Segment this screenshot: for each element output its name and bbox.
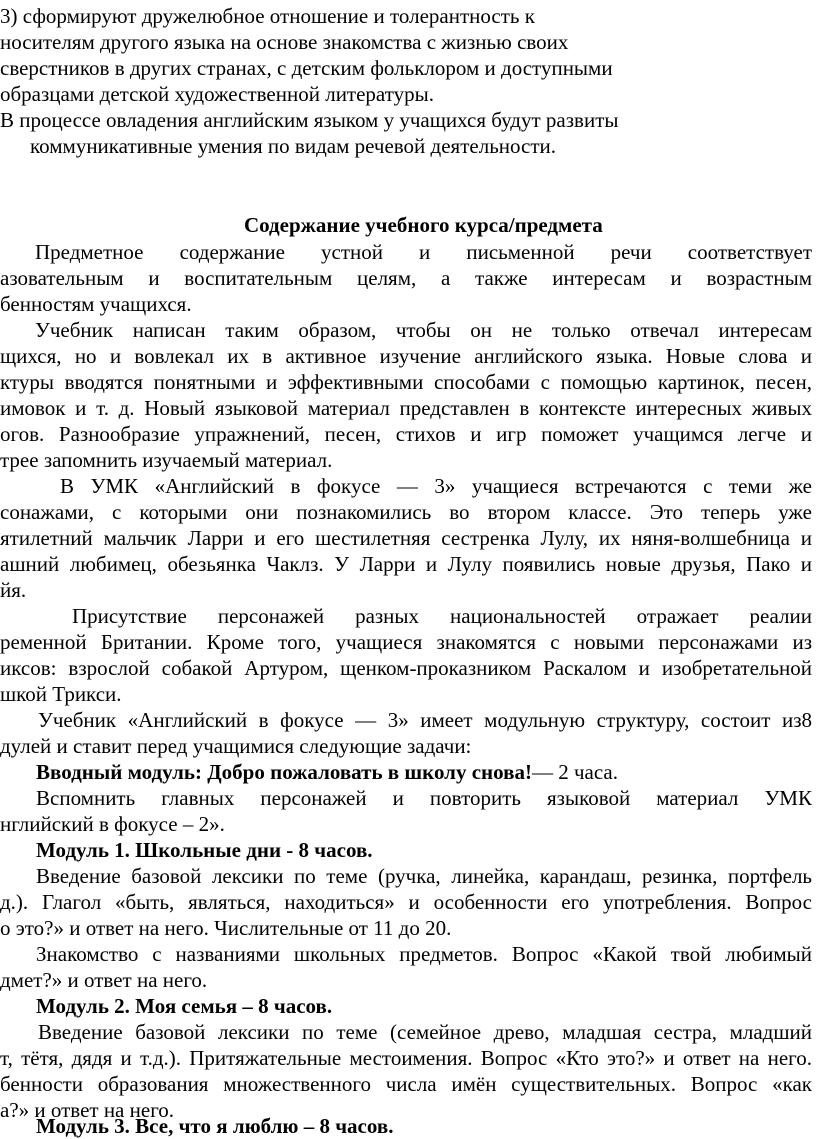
para1-line-3: бенностям учащихся. <box>0 292 192 316</box>
para4-line-1: Присутствие персонажей разных национальностей отражает реалии <box>72 604 812 628</box>
para3-line-1: В УМК «Английский в фокусе — 3» учащиеся встречаются с теми же <box>60 474 812 498</box>
section-title: Содержание учебного курса/предмета <box>244 213 603 237</box>
para2-line-3: ктуры вводятся понятными и эффективными способами с помощью картинок, песен, <box>0 370 812 394</box>
module1-text-b-2: дмет?» и ответ на него. <box>0 968 208 992</box>
module2-text-4: а?» и ответ на него. <box>0 1098 175 1122</box>
module1-text-a-2: д.). Глагол «быть, являться, находиться» и особенности его употребления. Вопрос <box>0 890 812 914</box>
para4-line-3: иксов: взрослой собакой Артуром, щенком-проказником Раскалом и изобретательной <box>0 656 812 680</box>
intro-module-text-2: нглийский в фокусе – 2». <box>0 812 225 836</box>
module3-heading: Модуль 3. Все, что я люблю – 8 часов. <box>36 1114 394 1138</box>
para4-line-4: шкой Трикси. <box>0 682 122 706</box>
para2-line-5: огов. Разнообразие упражнений, песен, стихов и игр поможет учащимся легче и <box>0 422 812 446</box>
para3-line-3: ятилетний мальчик Ларри и его шестилетняя сестренка Лулу, их няня-волшебница и <box>0 526 812 550</box>
para2-line-4: имовок и т. д. Новый языковой материал представлен в контексте интересных живых <box>0 396 812 420</box>
para2-line-6: трее запомнить изучаемый материал. <box>0 448 333 472</box>
para5-line-2: дулей и ставит перед учащимися следующие задачи: <box>0 734 472 758</box>
module1-text-a-3: о это?» и ответ на него. Числительные от 11 до 20. <box>0 916 452 940</box>
intro-line-5: В процессе овладения английским языком у учащихся будут развиты <box>0 108 619 132</box>
para1-line-1: Предметное содержание устной и письменной речи соответствует <box>35 240 812 264</box>
para2-line-2: щихся, но и вовлекал их в активное изучение английского языка. Новые слова и <box>0 344 812 368</box>
module2-text-2: т, тётя, дядя и т.д.). Притяжательные местоимения. Вопрос «Кто это?» и ответ на него. <box>0 1046 812 1070</box>
module1-heading: Модуль 1. Школьные дни - 8 часов. <box>36 838 373 862</box>
para2-line-1: Учебник написан таким образом, чтобы он не только отвечал интересам <box>35 318 812 342</box>
para5-line-1: Учебник «Английский в фокусе — 3» имеет модульную структуру, состоит из8 <box>38 708 812 732</box>
intro-module-text-1: Вспомнить главных персонажей и повторить языковой материал УМК <box>36 786 812 810</box>
intro-line-3: сверстников в других странах, с детским фольклором и доступными <box>0 56 613 80</box>
para3-line-4: ашний любимец, обезьянка Чаклз. У Ларри и Лулу появились новые друзья, Пако и <box>0 552 812 576</box>
module1-text-a-1: Введение базовой лексики по теме (ручка, линейка, карандаш, резинка, портфель <box>36 864 812 888</box>
para1-line-2: азовательным и воспитательным целям, а также интересам и возрастным <box>0 266 812 290</box>
intro-line-4: образцами детской художественной литературы. <box>0 82 434 106</box>
module1-text-b-1: Знакомство с названиями школьных предметов. Вопрос «Какой твой любимый <box>36 942 812 966</box>
para4-line-2: ременной Британии. Кроме того, учащиеся знакомятся с новыми персонажами из <box>0 630 812 654</box>
para3-line-2: сонажами, с которыми они познакомились во втором классе. Это теперь уже <box>0 500 812 524</box>
intro-line-6: коммуникативные умения по видам речевой деятельности. <box>30 134 557 158</box>
intro-line-2: носителям другого языка на основе знакомства с жизнью своих <box>0 30 569 54</box>
module2-text-3: бенности образования множественного числа имён существительных. Вопрос «как <box>0 1072 812 1096</box>
intro-line-1: 3) сформируют дружелюбное отношение и толерантность к <box>0 4 535 28</box>
intro-module-hours: — 2 часа. <box>531 760 618 784</box>
module2-text-1: Введение базовой лексики по теме (семейное древо, младшая сестра, младший <box>38 1020 812 1044</box>
intro-module-heading: Вводный модуль: Добро пожаловать в школу снова! <box>36 760 532 784</box>
para3-line-5: йя. <box>0 578 27 602</box>
module2-heading: Модуль 2. Моя семья – 8 часов. <box>36 994 333 1018</box>
intro-module-line <box>36 760 618 785</box>
